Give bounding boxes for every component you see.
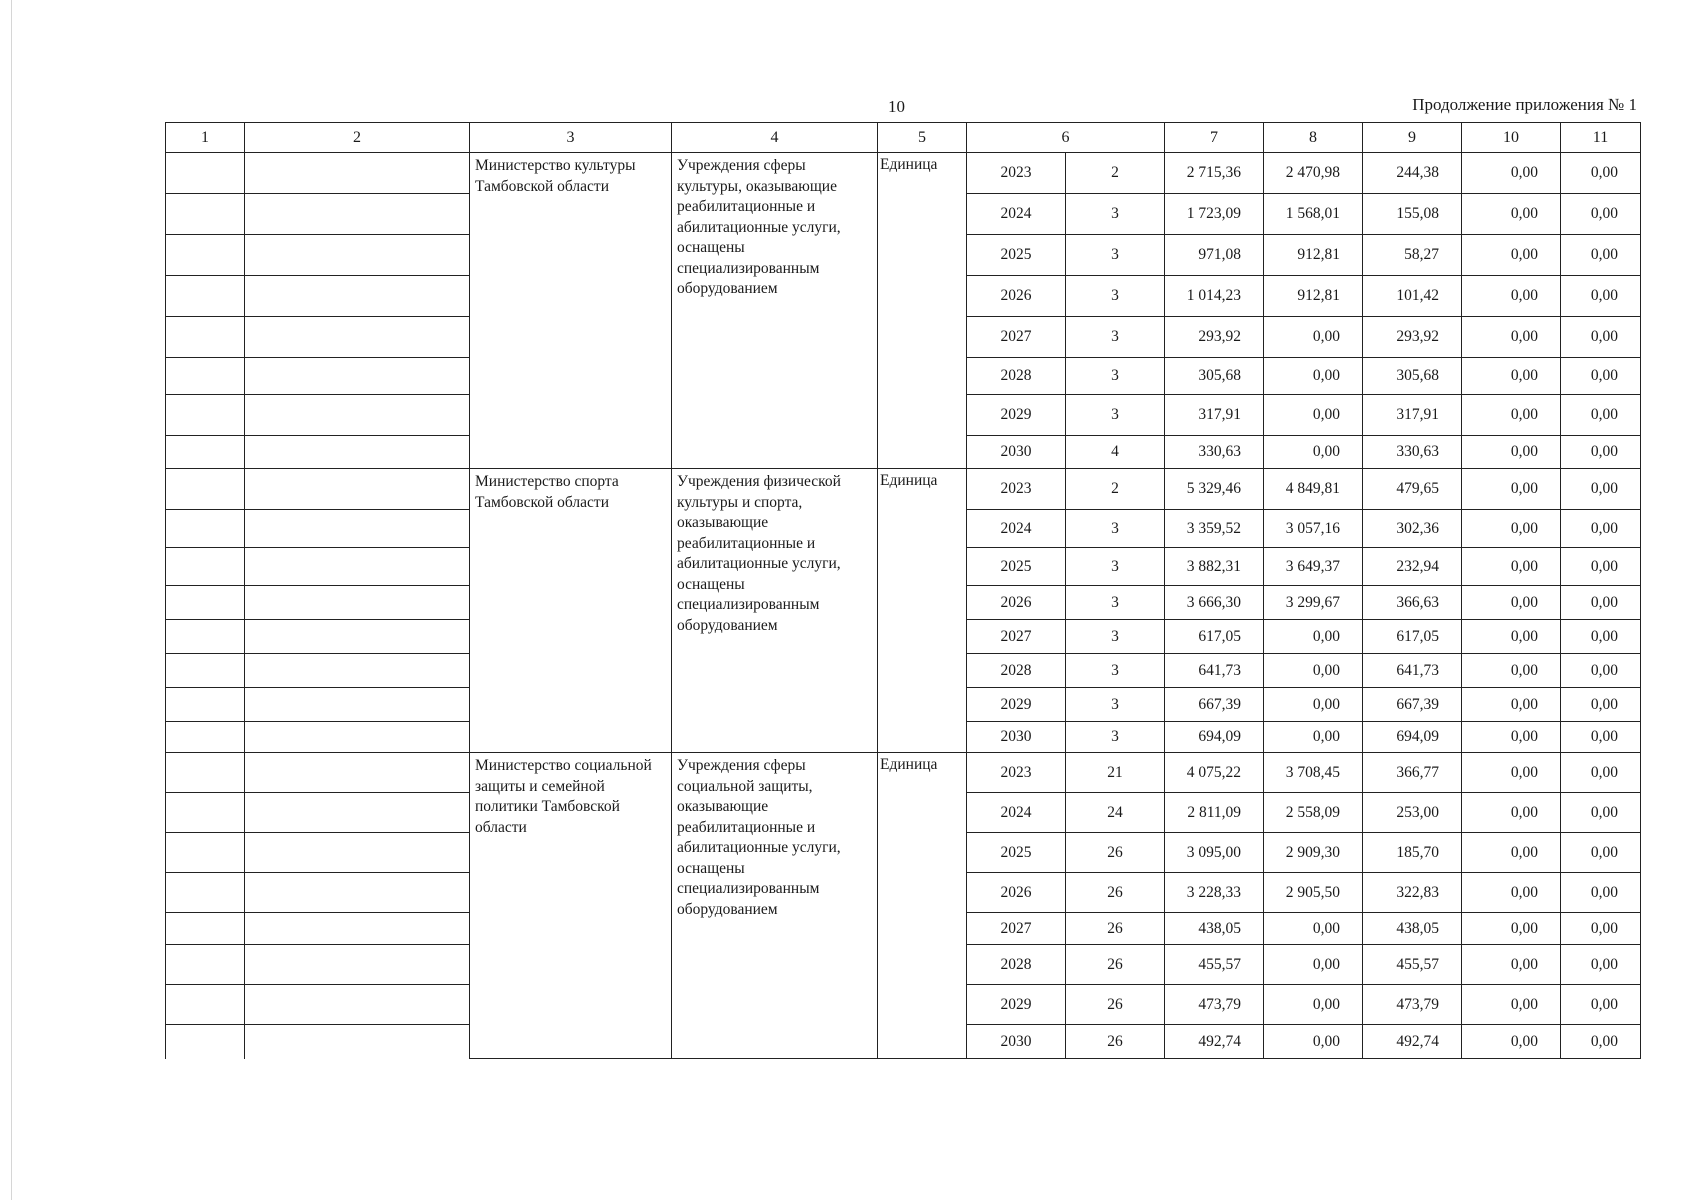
count-cell: 3 xyxy=(1066,688,1165,722)
col9-cell: 322,83 xyxy=(1363,873,1462,913)
col10-cell: 0,00 xyxy=(1462,913,1561,945)
header-cell: 5 xyxy=(878,123,967,153)
col7-cell: 317,91 xyxy=(1165,395,1264,436)
col8-cell: 4 849,81 xyxy=(1264,469,1363,510)
count-cell: 26 xyxy=(1066,1025,1165,1059)
col2-cell xyxy=(245,945,470,985)
unit-cell: Единица xyxy=(878,153,967,469)
col1-cell xyxy=(166,945,245,985)
col10-cell: 0,00 xyxy=(1462,753,1561,793)
header-cell: 7 xyxy=(1165,123,1264,153)
col7-cell: 2 811,09 xyxy=(1165,793,1264,833)
header-cell: 4 xyxy=(672,123,878,153)
col7-cell: 3 882,31 xyxy=(1165,548,1264,586)
col7-cell: 2 715,36 xyxy=(1165,153,1264,194)
col2-cell xyxy=(245,833,470,873)
col8-cell: 2 905,50 xyxy=(1264,873,1363,913)
col2-cell xyxy=(245,548,470,586)
col9-cell: 253,00 xyxy=(1363,793,1462,833)
col8-cell: 0,00 xyxy=(1264,654,1363,688)
col1-cell xyxy=(166,586,245,620)
col11-cell: 0,00 xyxy=(1561,722,1641,753)
year-cell: 2025 xyxy=(967,235,1066,276)
year-cell: 2029 xyxy=(967,985,1066,1025)
col7-cell: 641,73 xyxy=(1165,654,1264,688)
col7-cell: 455,57 xyxy=(1165,945,1264,985)
year-cell: 2027 xyxy=(967,317,1066,358)
col9-cell: 185,70 xyxy=(1363,833,1462,873)
col10-cell: 0,00 xyxy=(1462,469,1561,510)
year-cell: 2024 xyxy=(967,194,1066,235)
count-cell: 21 xyxy=(1066,753,1165,793)
col7-cell: 492,74 xyxy=(1165,1025,1264,1059)
col1-cell xyxy=(166,1025,245,1059)
col11-cell: 0,00 xyxy=(1561,985,1641,1025)
count-cell: 3 xyxy=(1066,395,1165,436)
year-cell: 2030 xyxy=(967,436,1066,469)
col1-cell xyxy=(166,469,245,510)
year-cell: 2029 xyxy=(967,688,1066,722)
year-cell: 2030 xyxy=(967,1025,1066,1059)
col11-cell: 0,00 xyxy=(1561,436,1641,469)
count-cell: 2 xyxy=(1066,153,1165,194)
col2-cell xyxy=(245,722,470,753)
count-cell: 3 xyxy=(1066,510,1165,548)
ministry-cell: Министерство спорта Тамбовской области xyxy=(470,469,672,753)
unit-cell: Единица xyxy=(878,753,967,1059)
col7-cell: 667,39 xyxy=(1165,688,1264,722)
col2-cell xyxy=(245,985,470,1025)
col1-cell xyxy=(166,153,245,194)
col11-cell: 0,00 xyxy=(1561,654,1641,688)
count-cell: 26 xyxy=(1066,913,1165,945)
count-cell: 3 xyxy=(1066,620,1165,654)
col9-cell: 317,91 xyxy=(1363,395,1462,436)
col9-cell: 366,77 xyxy=(1363,753,1462,793)
count-cell: 24 xyxy=(1066,793,1165,833)
count-cell: 3 xyxy=(1066,548,1165,586)
col7-cell: 305,68 xyxy=(1165,358,1264,395)
col11-cell: 0,00 xyxy=(1561,469,1641,510)
col8-cell: 3 649,37 xyxy=(1264,548,1363,586)
col1-cell xyxy=(166,276,245,317)
col11-cell: 0,00 xyxy=(1561,358,1641,395)
year-cell: 2026 xyxy=(967,276,1066,317)
year-cell: 2025 xyxy=(967,548,1066,586)
col9-cell: 617,05 xyxy=(1363,620,1462,654)
col2-cell xyxy=(245,586,470,620)
col9-cell: 155,08 xyxy=(1363,194,1462,235)
col7-cell: 3 666,30 xyxy=(1165,586,1264,620)
continuation-note: Продолжение приложения № 1 xyxy=(1412,95,1637,114)
col11-cell: 0,00 xyxy=(1561,548,1641,586)
year-cell: 2023 xyxy=(967,469,1066,510)
col2-cell xyxy=(245,753,470,793)
col1-cell xyxy=(166,873,245,913)
col11-cell: 0,00 xyxy=(1561,317,1641,358)
header-cell: 9 xyxy=(1363,123,1462,153)
scan-edge-line xyxy=(11,0,12,1200)
col10-cell: 0,00 xyxy=(1462,510,1561,548)
col1-cell xyxy=(166,510,245,548)
col9-cell: 455,57 xyxy=(1363,945,1462,985)
col7-cell: 438,05 xyxy=(1165,913,1264,945)
col8-cell: 0,00 xyxy=(1264,985,1363,1025)
col9-cell: 330,63 xyxy=(1363,436,1462,469)
col11-cell: 0,00 xyxy=(1561,873,1641,913)
col2-cell xyxy=(245,510,470,548)
header-cell: 6 xyxy=(967,123,1165,153)
col1-cell xyxy=(166,194,245,235)
col2-cell xyxy=(245,395,470,436)
count-cell: 26 xyxy=(1066,945,1165,985)
year-cell: 2027 xyxy=(967,620,1066,654)
col9-cell: 667,39 xyxy=(1363,688,1462,722)
col7-cell: 694,09 xyxy=(1165,722,1264,753)
col9-cell: 305,68 xyxy=(1363,358,1462,395)
col8-cell: 3 299,67 xyxy=(1264,586,1363,620)
year-cell: 2024 xyxy=(967,510,1066,548)
ministry-cell: Министерство социальной защиты и семейной политики Тамбовской области xyxy=(470,753,672,1059)
col10-cell: 0,00 xyxy=(1462,276,1561,317)
col7-cell: 617,05 xyxy=(1165,620,1264,654)
col2-cell xyxy=(245,358,470,395)
year-cell: 2023 xyxy=(967,753,1066,793)
col7-cell: 4 075,22 xyxy=(1165,753,1264,793)
count-cell: 3 xyxy=(1066,276,1165,317)
count-cell: 26 xyxy=(1066,985,1165,1025)
year-cell: 2028 xyxy=(967,358,1066,395)
year-cell: 2028 xyxy=(967,654,1066,688)
col9-cell: 101,42 xyxy=(1363,276,1462,317)
col8-cell: 0,00 xyxy=(1264,317,1363,358)
col10-cell: 0,00 xyxy=(1462,194,1561,235)
count-cell: 3 xyxy=(1066,235,1165,276)
col1-cell xyxy=(166,722,245,753)
col9-cell: 479,65 xyxy=(1363,469,1462,510)
col2-cell xyxy=(245,235,470,276)
col11-cell: 0,00 xyxy=(1561,945,1641,985)
col2-cell xyxy=(245,194,470,235)
col10-cell: 0,00 xyxy=(1462,985,1561,1025)
col11-cell: 0,00 xyxy=(1561,194,1641,235)
col11-cell: 0,00 xyxy=(1561,833,1641,873)
col1-cell xyxy=(166,833,245,873)
col2-cell xyxy=(245,276,470,317)
col2-cell xyxy=(245,793,470,833)
data-row xyxy=(166,469,1641,510)
col7-cell: 293,92 xyxy=(1165,317,1264,358)
col2-cell xyxy=(245,873,470,913)
year-cell: 2026 xyxy=(967,873,1066,913)
col11-cell: 0,00 xyxy=(1561,510,1641,548)
data-row xyxy=(166,753,1641,793)
col7-cell: 1 723,09 xyxy=(1165,194,1264,235)
col2-cell xyxy=(245,688,470,722)
col9-cell: 232,94 xyxy=(1363,548,1462,586)
col11-cell: 0,00 xyxy=(1561,793,1641,833)
count-cell: 3 xyxy=(1066,586,1165,620)
unit-cell: Единица xyxy=(878,469,967,753)
col8-cell: 912,81 xyxy=(1264,235,1363,276)
count-cell: 3 xyxy=(1066,722,1165,753)
col11-cell: 0,00 xyxy=(1561,753,1641,793)
header-cell: 1 xyxy=(166,123,245,153)
col8-cell: 0,00 xyxy=(1264,913,1363,945)
col1-cell xyxy=(166,548,245,586)
col10-cell: 0,00 xyxy=(1462,793,1561,833)
col7-cell: 330,63 xyxy=(1165,436,1264,469)
col11-cell: 0,00 xyxy=(1561,620,1641,654)
description-cell: Учреждения сферы культуры, оказывающие реабилитационные и абилитационные услуги, оснащены специализированным оборудованием xyxy=(672,153,878,469)
col8-cell: 3 057,16 xyxy=(1264,510,1363,548)
col10-cell: 0,00 xyxy=(1462,722,1561,753)
col8-cell: 0,00 xyxy=(1264,436,1363,469)
col2-cell xyxy=(245,620,470,654)
col10-cell: 0,00 xyxy=(1462,945,1561,985)
col1-cell xyxy=(166,235,245,276)
col1-cell xyxy=(166,985,245,1025)
col9-cell: 641,73 xyxy=(1363,654,1462,688)
col9-cell: 58,27 xyxy=(1363,235,1462,276)
col8-cell: 0,00 xyxy=(1264,620,1363,654)
col10-cell: 0,00 xyxy=(1462,586,1561,620)
year-cell: 2023 xyxy=(967,153,1066,194)
col2-cell xyxy=(245,469,470,510)
col10-cell: 0,00 xyxy=(1462,548,1561,586)
count-cell: 3 xyxy=(1066,654,1165,688)
col8-cell: 912,81 xyxy=(1264,276,1363,317)
col9-cell: 293,92 xyxy=(1363,317,1462,358)
year-cell: 2024 xyxy=(967,793,1066,833)
col10-cell: 0,00 xyxy=(1462,395,1561,436)
col8-cell: 0,00 xyxy=(1264,945,1363,985)
header-row xyxy=(166,123,1641,153)
col1-cell xyxy=(166,358,245,395)
col11-cell: 0,00 xyxy=(1561,235,1641,276)
header-cell: 11 xyxy=(1561,123,1641,153)
description-cell: Учреждения физической культуры и спорта, оказывающие реабилитационные и абилитационные услуги, оснащены специализированным оборудованием xyxy=(672,469,878,753)
col11-cell: 0,00 xyxy=(1561,586,1641,620)
count-cell: 26 xyxy=(1066,873,1165,913)
col8-cell: 1 568,01 xyxy=(1264,194,1363,235)
col11-cell: 0,00 xyxy=(1561,395,1641,436)
col8-cell: 0,00 xyxy=(1264,688,1363,722)
col11-cell: 0,00 xyxy=(1561,153,1641,194)
col10-cell: 0,00 xyxy=(1462,688,1561,722)
col9-cell: 694,09 xyxy=(1363,722,1462,753)
col11-cell: 0,00 xyxy=(1561,913,1641,945)
col9-cell: 302,36 xyxy=(1363,510,1462,548)
col7-cell: 3 359,52 xyxy=(1165,510,1264,548)
col8-cell: 2 909,30 xyxy=(1264,833,1363,873)
data-row xyxy=(166,153,1641,194)
col9-cell: 438,05 xyxy=(1363,913,1462,945)
col8-cell: 0,00 xyxy=(1264,722,1363,753)
col10-cell: 0,00 xyxy=(1462,235,1561,276)
count-cell: 2 xyxy=(1066,469,1165,510)
col1-cell xyxy=(166,436,245,469)
col8-cell: 2 558,09 xyxy=(1264,793,1363,833)
col7-cell: 1 014,23 xyxy=(1165,276,1264,317)
col8-cell: 0,00 xyxy=(1264,395,1363,436)
year-cell: 2027 xyxy=(967,913,1066,945)
col2-cell xyxy=(245,654,470,688)
col10-cell: 0,00 xyxy=(1462,358,1561,395)
col2-cell xyxy=(245,1025,470,1059)
col1-cell xyxy=(166,913,245,945)
col7-cell: 971,08 xyxy=(1165,235,1264,276)
year-cell: 2026 xyxy=(967,586,1066,620)
col9-cell: 244,38 xyxy=(1363,153,1462,194)
col10-cell: 0,00 xyxy=(1462,317,1561,358)
col9-cell: 492,74 xyxy=(1363,1025,1462,1059)
count-cell: 26 xyxy=(1066,833,1165,873)
col10-cell: 0,00 xyxy=(1462,153,1561,194)
col8-cell: 2 470,98 xyxy=(1264,153,1363,194)
col2-cell xyxy=(245,436,470,469)
col1-cell xyxy=(166,688,245,722)
col9-cell: 366,63 xyxy=(1363,586,1462,620)
col11-cell: 0,00 xyxy=(1561,1025,1641,1059)
count-cell: 3 xyxy=(1066,194,1165,235)
col2-cell xyxy=(245,317,470,358)
count-cell: 3 xyxy=(1066,317,1165,358)
ministry-cell: Министерство культуры Тамбовской области xyxy=(470,153,672,469)
col7-cell: 473,79 xyxy=(1165,985,1264,1025)
col10-cell: 0,00 xyxy=(1462,1025,1561,1059)
page-number: 10 xyxy=(888,97,905,116)
year-cell: 2029 xyxy=(967,395,1066,436)
col11-cell: 0,00 xyxy=(1561,688,1641,722)
header-cell: 3 xyxy=(470,123,672,153)
col7-cell: 3 095,00 xyxy=(1165,833,1264,873)
col1-cell xyxy=(166,395,245,436)
col2-cell xyxy=(245,153,470,194)
col10-cell: 0,00 xyxy=(1462,873,1561,913)
description-cell: Учреждения сферы социальной защиты, оказывающие реабилитационные и абилитационные услуги, оснащены специализированным оборудованием xyxy=(672,753,878,1059)
header-cell: 10 xyxy=(1462,123,1561,153)
col10-cell: 0,00 xyxy=(1462,620,1561,654)
col1-cell xyxy=(166,654,245,688)
year-cell: 2025 xyxy=(967,833,1066,873)
col8-cell: 0,00 xyxy=(1264,358,1363,395)
appendix-table xyxy=(165,122,1641,1059)
header-cell: 2 xyxy=(245,123,470,153)
count-cell: 3 xyxy=(1066,358,1165,395)
col10-cell: 0,00 xyxy=(1462,833,1561,873)
col2-cell xyxy=(245,913,470,945)
col10-cell: 0,00 xyxy=(1462,654,1561,688)
col8-cell: 0,00 xyxy=(1264,1025,1363,1059)
count-cell: 4 xyxy=(1066,436,1165,469)
col7-cell: 5 329,46 xyxy=(1165,469,1264,510)
header-cell: 8 xyxy=(1264,123,1363,153)
col9-cell: 473,79 xyxy=(1363,985,1462,1025)
col10-cell: 0,00 xyxy=(1462,436,1561,469)
col7-cell: 3 228,33 xyxy=(1165,873,1264,913)
col1-cell xyxy=(166,317,245,358)
year-cell: 2028 xyxy=(967,945,1066,985)
col1-cell xyxy=(166,753,245,793)
col1-cell xyxy=(166,620,245,654)
col11-cell: 0,00 xyxy=(1561,276,1641,317)
year-cell: 2030 xyxy=(967,722,1066,753)
col1-cell xyxy=(166,793,245,833)
col8-cell: 3 708,45 xyxy=(1264,753,1363,793)
